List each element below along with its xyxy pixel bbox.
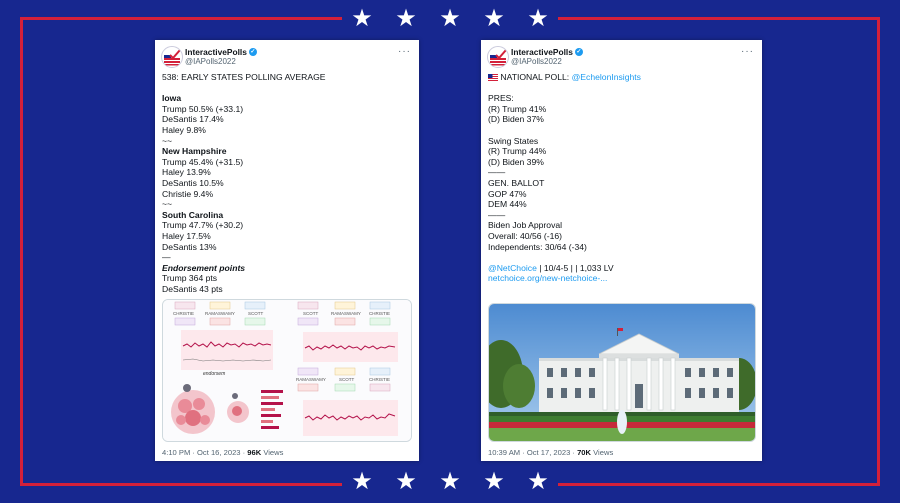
- tweet-line: GEN. BALLOT: [488, 177, 545, 188]
- tweet-line: ——: [488, 209, 506, 220]
- tweet-line: [488, 252, 756, 263]
- tweet-line: Haley 17.5%: [162, 230, 211, 241]
- tweet-line: (D) Biden 39%: [488, 156, 544, 167]
- candidate-label: RAMASWAMY: [331, 311, 361, 316]
- flag-check-logo-icon: [488, 47, 508, 67]
- frame-right-line: [877, 17, 880, 486]
- candidate-label: CHRISTIE: [369, 311, 391, 316]
- star-icon: ★: [351, 468, 373, 495]
- tweet-line: South Carolina: [162, 209, 224, 220]
- tweet-line: Trump 364 pts: [162, 273, 218, 284]
- chart-caption: endorsem: [203, 371, 226, 377]
- tweet-line: Trump 50.5% (+33.1): [162, 103, 244, 114]
- tweet-card-right[interactable]: [481, 40, 762, 461]
- account-handle[interactable]: @IAPolls2022: [511, 57, 562, 66]
- us-flag-icon: [488, 74, 498, 81]
- white-house-photo: [489, 304, 755, 441]
- tweet-line: Christie 9.4%: [162, 188, 214, 199]
- flag-check-logo-icon: [162, 47, 182, 67]
- star-icon: ★: [483, 468, 505, 495]
- tweet-line: 538: EARLY STATES POLLING AVERAGE: [162, 72, 326, 82]
- star-icon: ★: [395, 468, 417, 495]
- top-stars: [350, 7, 550, 31]
- tweet-line: DeSantis 10.5%: [162, 177, 224, 188]
- tweet-text: [488, 72, 756, 284]
- candidate-label: CHRISTIE: [369, 377, 391, 382]
- tweet-line: Haley 9.8%: [162, 124, 206, 135]
- tweet-line: DeSantis 43 pts: [162, 283, 223, 294]
- tweet-header: [161, 46, 413, 70]
- tweet-timestamp-views[interactable]: 10:39 AM · Oct 17, 2023 · 70K Views: [488, 448, 614, 457]
- tweet-line: ~~: [162, 199, 173, 210]
- star-icon: ★: [527, 468, 549, 495]
- tweet-line: [488, 125, 756, 136]
- star-icon: ★: [483, 5, 505, 32]
- frame-left-line: [20, 17, 23, 486]
- tweet-timestamp-views[interactable]: 4:10 PM · Oct 16, 2023 · 96K Views: [162, 448, 284, 457]
- tweet-line: Endorsement points: [162, 262, 246, 273]
- tweet-media-image[interactable]: [488, 303, 756, 442]
- tweet-media-image[interactable]: [162, 299, 412, 442]
- tweet-line: DeSantis 13%: [162, 241, 217, 252]
- tweet-line: (R) Trump 44%: [488, 146, 547, 157]
- more-options-icon[interactable]: ···: [741, 46, 754, 57]
- tweet-line: ——: [488, 167, 506, 178]
- more-options-icon[interactable]: ···: [398, 46, 411, 57]
- tweet-line: New Hampshire: [162, 146, 227, 157]
- account-name[interactable]: InteractivePolls ✓: [185, 47, 256, 57]
- tweet-first-line: NATIONAL POLL: @EchelonInsights: [488, 72, 756, 83]
- tweet-line: [488, 83, 756, 94]
- tweet-line: Trump 45.4% (+31.5): [162, 156, 244, 167]
- tweet-line: ~~: [162, 135, 173, 146]
- bottom-stars: [350, 470, 550, 494]
- tweet-line: Iowa: [162, 93, 182, 104]
- frame-bottom-left-line: [20, 483, 342, 486]
- pollster-link[interactable]: @EchelonInsights: [571, 72, 641, 82]
- tweet-line: Trump 47.7% (+30.2): [162, 220, 244, 231]
- frame-bottom-right-line: [558, 483, 880, 486]
- tweet-header: [487, 46, 756, 70]
- article-url-link[interactable]: netchoice.org/new-netchoice-...: [488, 273, 608, 284]
- tweet-line: [162, 83, 413, 94]
- tweet-line: Biden Job Approval: [488, 220, 563, 231]
- candidate-label: SCOTT: [339, 377, 355, 382]
- tweet-card-left[interactable]: [155, 40, 419, 461]
- tweet-text: [162, 72, 413, 294]
- tweet-lines: [488, 83, 756, 263]
- tweet-line: PRES:: [488, 93, 514, 104]
- star-icon: ★: [527, 5, 549, 32]
- tweet-line: DEM 44%: [488, 199, 527, 210]
- star-icon: ★: [439, 5, 461, 32]
- view-count: 96K: [247, 448, 262, 457]
- star-icon: ★: [351, 5, 373, 32]
- candidate-label: RAMASWAMY: [205, 311, 235, 316]
- tweet-line: Overall: 40/56 (-16): [488, 230, 563, 241]
- tweet-line: (D) Biden 37%: [488, 114, 544, 125]
- sponsor-link[interactable]: @NetChoice: [488, 262, 537, 273]
- tweet-line: Swing States: [488, 135, 539, 146]
- candidate-label: CHRISTIE: [173, 311, 195, 316]
- view-count: 70K: [577, 448, 592, 457]
- tweet-line: Haley 13.9%: [162, 167, 211, 178]
- verified-badge-icon: ✓: [576, 49, 582, 55]
- tweet-line: DeSantis 17.4%: [162, 114, 224, 125]
- candidate-label: SCOTT: [248, 311, 264, 316]
- sponsor-line: @NetChoice | 10/4-5 | | 1,033 LV: [488, 262, 614, 273]
- verified-badge-icon: ✓: [250, 49, 256, 55]
- account-handle[interactable]: @IAPolls2022: [185, 57, 236, 66]
- tweet-line: —: [162, 252, 171, 263]
- polling-charts-collage: [163, 300, 411, 441]
- star-icon: ★: [439, 468, 461, 495]
- avatar[interactable]: [487, 46, 509, 68]
- candidate-label: RAMASWAMY: [296, 377, 326, 382]
- frame-top-right-line: [558, 17, 880, 20]
- candidate-label: SCOTT: [303, 311, 319, 316]
- frame-top-left-line: [20, 17, 342, 20]
- tweet-line: GOP 47%: [488, 188, 527, 199]
- account-name[interactable]: InteractivePolls ✓: [511, 47, 582, 57]
- tweet-line: (R) Trump 41%: [488, 103, 547, 114]
- star-icon: ★: [395, 5, 417, 32]
- tweet-line: Independents: 30/64 (-34): [488, 241, 587, 252]
- avatar[interactable]: [161, 46, 183, 68]
